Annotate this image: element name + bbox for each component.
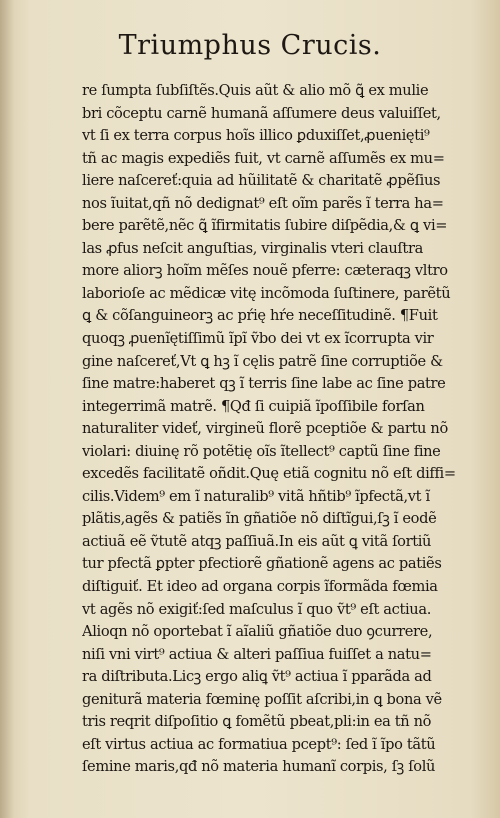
text-line: liere naſcereť:quia ad hũilitatẽ & charitatẽ ꝓpẽſius (82, 172, 441, 190)
text-line: excedẽs facilitatẽ oñdit.Quę etiã cognitu nõ eſt diffi= (82, 465, 456, 483)
text-line: bri cõceptu carnẽ humanã aſſumere deus valuiſſet, (82, 104, 441, 122)
running-head: Triumphus Crucis. (118, 30, 382, 61)
text-line: tur pfectã ꝑpter pfectiorẽ gñationẽ agens ac patiẽs (82, 555, 442, 573)
text-line: eſt virtus actiua ac formatiua pcept⁹: ſed ĩ ĩpo tãtũ (82, 735, 436, 753)
text-line: quoqꝫ ꝓuenĩętiſſimũ ĩpĩ ṽbo dei vt ex ĩcorrupta vir (82, 330, 434, 348)
text-line: tris reqrit diſpoſitio ꝗ fomẽtũ pbeat,pli:in ea tñ nõ (82, 713, 432, 731)
text-line: integerrimã matrẽ. ¶Qđ ſi cuipiã ĩpoſſibile forſan (82, 397, 425, 415)
text-block (82, 80, 480, 779)
text-line: ra diſtributa.Licꝫ ergo aliꝗ ṽt⁹ actiua ĩ pparãda ad (82, 668, 432, 686)
text-line: more aliorꝫ hoĩm mẽſes nouẽ pferre: cæteraqꝫ vltro (82, 262, 448, 280)
text-line: niſi vni virt⁹ actiua & alteri paſſiua fuiſſet a natu= (82, 645, 432, 663)
text-line: naturaliter videť, virgineũ florẽ pceptiõe & partu nõ (82, 420, 448, 438)
text-line: cilis.Videm⁹ em ĩ naturalib⁹ vitã hñtib⁹ ĩpfectã,vt ĩ (82, 487, 430, 505)
text-line: vt agẽs nõ exigiť:ſed maſculus ĩ quo ṽt⁹ eſt actiua. (82, 600, 431, 618)
text-line: re ſumpta ſubſiſtẽs.Quis aũt & alio mõ ꝗ̃ ex mulie (82, 82, 429, 99)
text-line: bere parẽtẽ,nẽc ꝗ̃ ĩfirmitatis ſubire diſpẽdia,& ꝗ vi= (82, 217, 448, 235)
text-line: violari: diuinę rõ potẽtię oĩs ĩtellect⁹ captũ ſine fine (82, 442, 441, 460)
text-line: ſemine maris,qđ nõ materia humanĩ corpis, ſꝫ ſolũ (82, 758, 436, 776)
text-line: ꝗ & cõſanguineorꝫ ac pŕię hŕe neceſſitudinẽ. ¶Fuit (82, 307, 438, 325)
text-line: vt ſi ex terra corpus hoĩs illico ꝑduxiſſet,ꝓuenięti⁹ (82, 127, 430, 145)
text-line: tñ ac magis expediẽs fuit, vt carnẽ aſſumẽs ex mu= (82, 149, 445, 167)
text-line: actiuã eẽ ṽtutẽ atqꝫ paſſiuã.In eis aũt ꝗ vitã ſortiũ (82, 532, 432, 550)
text-line: ſine matre:haberet qꝫ ĩ terris ſine labe ac ſine patre (82, 375, 446, 393)
text-line: laborioſe ac mẽdicæ vitę incõmoda ſuſtinere, parẽtũ (82, 284, 451, 302)
text-line: gine naſcereť,Vt ꝗ hꝫ ĩ cęlis patrẽ ſine corruptiõe & (82, 352, 443, 370)
text-line: nos ĩuitat,qñ nõ dedignat⁹ eſt oĩm parẽs ĩ terra ha= (82, 194, 444, 212)
text-line: plãtis,agẽs & patiẽs ĩn gñatiõe nõ diſtĩgui,ſꝫ ĩ eodẽ (82, 510, 437, 528)
text-line: geniturã materia fœminę poſſit aſcribi,in ꝗ bona vẽ (82, 690, 442, 708)
text-line: las ꝓfus neſcit anguſtias, virginalis vteri clauſtra (82, 239, 423, 257)
gutter-shadow (0, 0, 14, 818)
text-line: diſtiguiť. Et ideo ad organa corpis ĩformãda fœmia (82, 578, 438, 596)
text-line: Alioqn nõ oportebat ĩ aĩaliũ gñatiõe duo ꝯcurrere, (82, 623, 433, 641)
